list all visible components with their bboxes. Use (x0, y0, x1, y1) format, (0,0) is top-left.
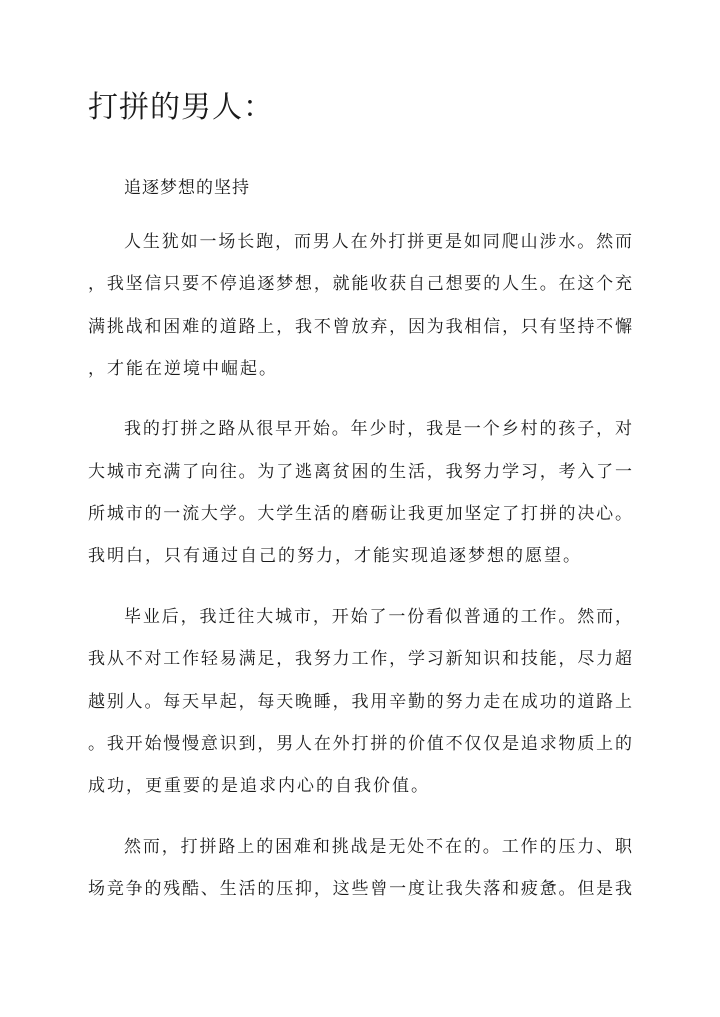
paragraph-3-line-1: 毕业后，我迁往大城市，开始了一份看似普通的工作。然而， (124, 607, 632, 627)
paragraph-3-line-4: 。我开始慢慢意识到，男人在外打拼的价值不仅仅是追求物质上的 (88, 734, 632, 754)
paragraph-4-line-1: 然而，打拼路上的困难和挑战是无处不在的。工作的压力、职 (124, 837, 632, 857)
paragraph-3-line-5: 成功，更重要的是追求内心的自我价值。 (88, 776, 430, 796)
page-title: 打拼的男人： (88, 90, 274, 125)
paragraph-1-line-4: ，才能在逆境中崛起。 (88, 359, 278, 379)
paragraph-2-line-3: 所城市的一流大学。大学生活的磨砺让我更加坚定了打拼的决心。 (88, 504, 632, 524)
page-subtitle: 追逐梦想的坚持 (124, 178, 250, 198)
paragraph-1-line-1: 人生犹如一场长跑，而男人在外打拼更是如同爬山涉水。然而 (124, 232, 632, 252)
paragraph-2-line-2: 大城市充满了向往。为了逃离贫困的生活，我努力学习，考入了一 (88, 462, 632, 482)
paragraph-2-line-4: 我明白，只有通过自己的努力，才能实现追逐梦想的愿望。 (88, 546, 582, 566)
paragraph-1-line-2: ，我坚信只要不停追逐梦想，就能收获自己想要的人生。在这个充 (88, 274, 632, 294)
paragraph-4-line-2: 场竞争的残酷、生活的压抑，这些曾一度让我失落和疲惫。但是我 (88, 879, 632, 899)
paragraph-2-line-1: 我的打拼之路从很早开始。年少时，我是一个乡村的孩子，对 (124, 419, 632, 439)
paragraph-3-line-2: 我从不对工作轻易满足，我努力工作，学习新知识和技能，尽力超 (88, 649, 632, 669)
paragraph-1-line-3: 满挑战和困难的道路上，我不曾放弃，因为我相信，只有坚持不懈 (88, 317, 632, 337)
paragraph-3-line-3: 越别人。每天早起，每天晚睡，我用辛勤的努力走在成功的道路上 (88, 692, 632, 712)
